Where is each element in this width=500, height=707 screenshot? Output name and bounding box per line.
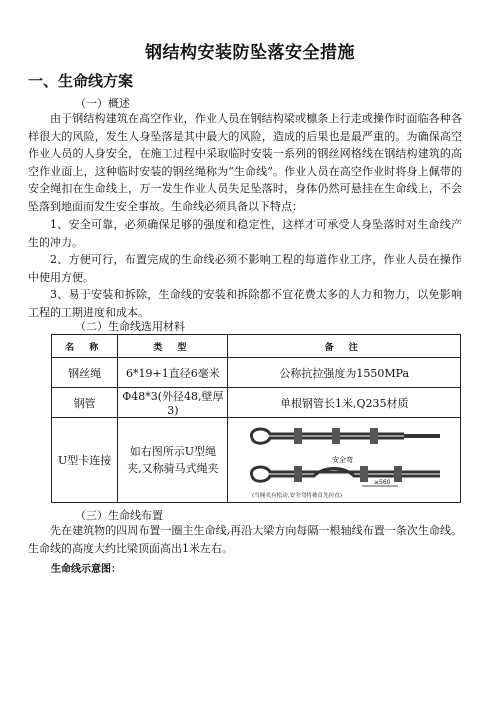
diagram-label: 生命线示意图： bbox=[51, 564, 121, 575]
subheading-overview: （一）概述 bbox=[75, 97, 130, 110]
materials-table bbox=[51, 334, 461, 503]
paragraph-point-1: 1、安全可靠，必须确保足够的强度和稳定性，这样才可承受人身坠落时对生命线产生的冲力。 bbox=[28, 218, 462, 249]
cell-type: 如右图所示U型绳夹,又称骑马式绳夹 bbox=[118, 418, 228, 503]
paragraph-layout: 先在建筑物的四周布置一圈主生命线,再沿大梁方向每隔一根轴线布置一条次生命线。生命线的高度大约比梁顶面高出1米左右。 bbox=[28, 524, 462, 555]
table-header-note: 备 注 bbox=[228, 335, 461, 358]
figure-label-safety-bend: 安全弯 bbox=[332, 456, 354, 464]
paragraph-point-3: 3、易于安装和拆除，生命线的安装和拆除都不宜花费太多的人力和物力，以免影响工程的工期进度和成本。 bbox=[28, 288, 462, 319]
table-row bbox=[52, 418, 461, 503]
cell-note: 公称抗拉强度为1550MPa bbox=[228, 358, 461, 388]
figure-dimension: ≥560 bbox=[374, 479, 391, 486]
cell-name: U型卡连接 bbox=[52, 418, 118, 503]
subheading-layout: （三）生命线布置 bbox=[75, 509, 163, 522]
cell-name: 钢管 bbox=[52, 388, 118, 418]
table-header-name: 名 称 bbox=[52, 335, 118, 358]
paragraph-overview: 由于钢结构建筑在高空作业，作业人员在钢结构梁或檩条上行走或操作时面临各种各样很大的风险，发生人身坠落是其中最大的风险，造成的后果也是最严重的。为确保高空作业人员的人身安全，在施工过程中采取临时安装一系列的钢丝网格线在钢结构建筑的高空作业面上，这种临时安装的钢丝绳称为“生命线”。作业人员在高空作业时将身上佩带的安全绳扣在生命线上，万一发生作业人员失足坠落时，身体仍然可悬挂在生命线上，不会坠落到地面而发生安全事故。生命线必须具备以下特点： bbox=[28, 112, 462, 213]
cell-figure bbox=[228, 418, 461, 503]
table-header-row bbox=[52, 335, 461, 358]
cell-type: 6*19+1直径6毫米 bbox=[118, 358, 228, 388]
page-title: 钢结构安装防坠落安全措施 bbox=[145, 43, 355, 63]
wire-rope-clip-figure bbox=[244, 420, 444, 500]
table-row bbox=[52, 358, 461, 388]
table-row bbox=[52, 388, 461, 418]
cell-note: 单根钢管长1米,Q235材质 bbox=[228, 388, 461, 418]
cell-name: 钢丝绳 bbox=[52, 358, 118, 388]
figure-caption: (当绳夹有松动,安全弯将被首先拉直) bbox=[252, 493, 343, 499]
cell-type: Φ48*3(外径48,壁厚3) bbox=[118, 388, 228, 418]
table-header-type: 类 型 bbox=[118, 335, 228, 358]
paragraph-point-2: 2、方便可行，布置完成的生命线必须不影响工程的每道作业工序，作业人员在操作中使用方便。 bbox=[28, 253, 462, 284]
subheading-materials: （二）生命线选用材料 bbox=[75, 320, 185, 333]
section-heading-lifeline: 一、生命线方案 bbox=[28, 72, 134, 90]
